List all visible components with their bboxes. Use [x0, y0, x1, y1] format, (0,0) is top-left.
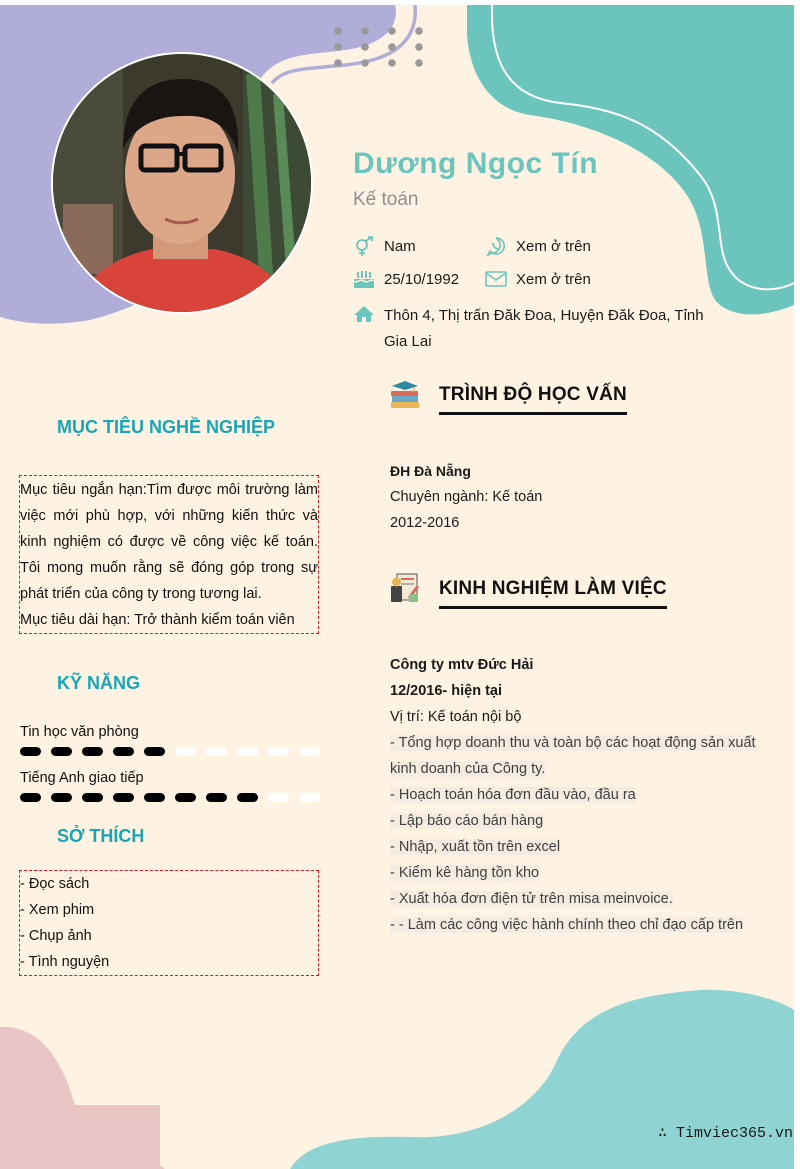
company-name: Công ty mtv Đức Hải	[390, 657, 534, 673]
skill-dot-empty	[206, 747, 227, 756]
duty-item: - Tổng hợp doanh thu và toàn bộ các hoạt động sản xuất kinh doanh của Công ty.	[390, 735, 756, 777]
birthday-row	[353, 269, 459, 289]
duty-item: - - Làm các công việc hành chính theo chỉ đạo cấp trên	[390, 917, 744, 933]
gender-icon	[353, 236, 375, 256]
objective-box	[19, 475, 319, 634]
birthday-cake-icon	[353, 269, 375, 289]
skill-label: Tiếng Anh giao tiếp	[20, 770, 144, 786]
objective-long-term: Mục tiêu dài hạn: Trở thành kiểm toán viên	[20, 612, 295, 628]
education-header	[389, 378, 627, 415]
teal-bottom-blob	[290, 990, 794, 1169]
hobby-item: - Đọc sách	[20, 876, 90, 892]
duty-item: - Kiểm kê hàng tồn kho	[390, 865, 540, 881]
skill-dot-filled	[113, 747, 134, 756]
profile-photo	[51, 52, 313, 314]
skill-dot-filled	[113, 793, 134, 802]
skill-dot-filled	[82, 793, 103, 802]
hobby-item: - Chụp ảnh	[20, 928, 92, 944]
education-title: TRÌNH ĐỘ HỌC VẤN	[439, 378, 627, 415]
skill-dot-filled	[82, 747, 103, 756]
home-icon	[353, 305, 375, 325]
skill-level-bar	[20, 747, 320, 756]
duty-item: - Lập báo cáo bán hàng	[390, 813, 544, 829]
hobby-item: - Xem phim	[20, 902, 95, 918]
graduation-books-icon	[389, 378, 421, 410]
address-value: Thôn 4, Thị trấn Đăk Đoa, Huyện Đăk Đoa, Tỉnh Gia Lai	[384, 307, 704, 350]
birthday-value: 25/10/1992	[384, 270, 460, 288]
major: Chuyên ngành: Kế toán	[390, 489, 543, 505]
education-entry	[390, 458, 542, 536]
skill-dot-filled	[51, 793, 72, 802]
avatar-image	[53, 54, 311, 312]
skill-label: Tin học văn phòng	[20, 724, 139, 740]
duty-item: - Hoạch toán hóa đơn đầu vào, đầu ra	[390, 787, 636, 803]
experience-entry	[390, 652, 760, 938]
hobbies-title: SỞ THÍCH	[57, 826, 145, 846]
accounting-icon	[389, 572, 421, 604]
phone-row	[485, 236, 591, 256]
brand-watermark: ∴ Timviec365.vn	[658, 1125, 794, 1142]
objective-title: MỤC TIÊU NGHỀ NGHIỆP	[57, 417, 276, 437]
email-row	[485, 269, 591, 289]
job-title: Kế toán	[353, 189, 419, 210]
gender-value: Nam	[384, 237, 416, 255]
school-name: ĐH Đà Nẵng	[390, 463, 471, 479]
position: Vị trí: Kế toán nội bộ	[390, 709, 522, 725]
skill-dot-empty	[268, 747, 289, 756]
skill-dot-filled	[51, 747, 72, 756]
skill-dot-filled	[144, 747, 165, 756]
skills-title: KỸ NĂNG	[57, 673, 141, 693]
gender-row	[353, 236, 416, 256]
experience-title: KINH NGHIỆM LÀM VIỆC	[439, 572, 667, 609]
objective-short-term: Mục tiêu ngắn hạn:Tìm được môi trường làm việc mới phù hợp, với những kiến thức và kinh nghiệm có được về công việc kế toán. Tôi mong muốn rằng sẽ đóng góp trong sự phát triển của công ty trong tương lai.	[20, 482, 318, 602]
duty-item: - Nhập, xuất tồn trên excel	[390, 839, 561, 855]
experience-header	[389, 572, 667, 609]
skill-dot-filled	[237, 793, 258, 802]
skill-dot-empty	[268, 793, 289, 802]
skill-dot-filled	[20, 793, 41, 802]
envelope-icon	[485, 269, 507, 289]
whatsapp-icon	[485, 236, 507, 256]
skill-dot-empty	[299, 747, 320, 756]
skill-level-bar	[20, 793, 320, 802]
skill-dot-filled	[144, 793, 165, 802]
candidate-name: Dương Ngọc Tín	[353, 147, 599, 180]
address-row	[353, 303, 713, 355]
skill-dot-empty	[237, 747, 258, 756]
phone-value: Xem ở trên	[516, 237, 591, 255]
skill-dot-empty	[299, 793, 320, 802]
skill-dot-filled	[206, 793, 227, 802]
skill-dot-empty	[175, 747, 196, 756]
study-years: 2012-2016	[390, 515, 460, 531]
skill-dot-filled	[20, 747, 41, 756]
hobby-item: - Tình nguyện	[20, 954, 110, 970]
hobbies-box	[19, 870, 319, 976]
duty-item: - Xuất hóa đơn điện tử trên misa meinvoice.	[390, 891, 673, 907]
cv-page	[0, 5, 794, 1169]
skill-dot-filled	[175, 793, 196, 802]
work-period: 12/2016- hiện tại	[390, 683, 503, 699]
email-value: Xem ở trên	[516, 270, 591, 288]
